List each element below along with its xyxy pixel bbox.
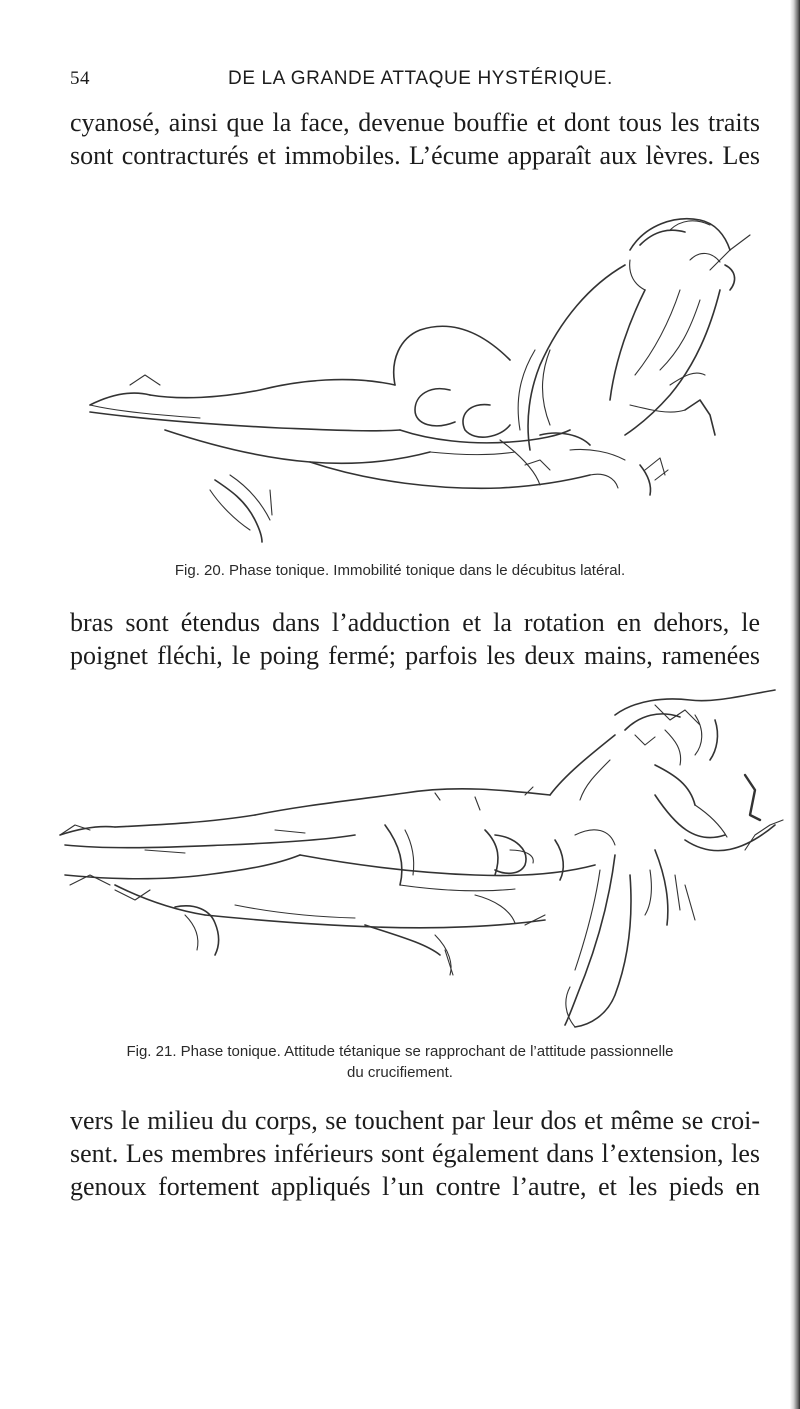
page-number: 54	[70, 68, 90, 89]
figure-21-caption-line-1: Fig. 21. Phase tonique. Attitude tétanique se rapprochant de l’attitude passionnelle	[126, 1043, 674, 1060]
figure-20-illustration	[70, 190, 770, 545]
figure-21-caption-line-2: du crucifiement.	[347, 1064, 453, 1081]
running-title: DE LA GRANDE ATTAQUE HYSTÉRIQUE.	[228, 68, 613, 89]
paragraph-1	[70, 106, 760, 172]
paragraph-1-line-1: cyanosé, ainsi que la face, devenue bouffie et dont tous les traits	[70, 108, 760, 137]
page-edge-shadow	[790, 0, 800, 1409]
paragraph-1-line-2: sont contracturés et immobiles. L’écume apparaît aux lèvres. Les	[70, 141, 760, 170]
paragraph-3	[70, 1104, 760, 1203]
figure-20-caption: Fig. 20. Phase tonique. Immobilité tonique dans le décubitus latéral.	[174, 562, 626, 579]
paragraph-3-line-2: sent. Les membres inférieurs sont également dans l’extension, les	[70, 1139, 760, 1168]
paragraph-3-line-1: vers le milieu du corps, se touchent par leur dos et même se croi-	[70, 1106, 760, 1135]
paragraph-2	[70, 606, 760, 672]
paragraph-3-line-3: genoux fortement appliqués l’un contre l’autre, et les pieds en	[70, 1172, 760, 1201]
page-header	[70, 68, 730, 98]
paragraph-2-line-1: bras sont étendus dans l’adduction et la rotation en dehors, le	[70, 608, 760, 637]
paragraph-2-line-2: poignet fléchi, le poing fermé; parfois les deux mains, ramenées	[70, 641, 760, 670]
figure-21-illustration	[55, 675, 785, 1030]
figure-21-caption	[0, 1041, 800, 1083]
